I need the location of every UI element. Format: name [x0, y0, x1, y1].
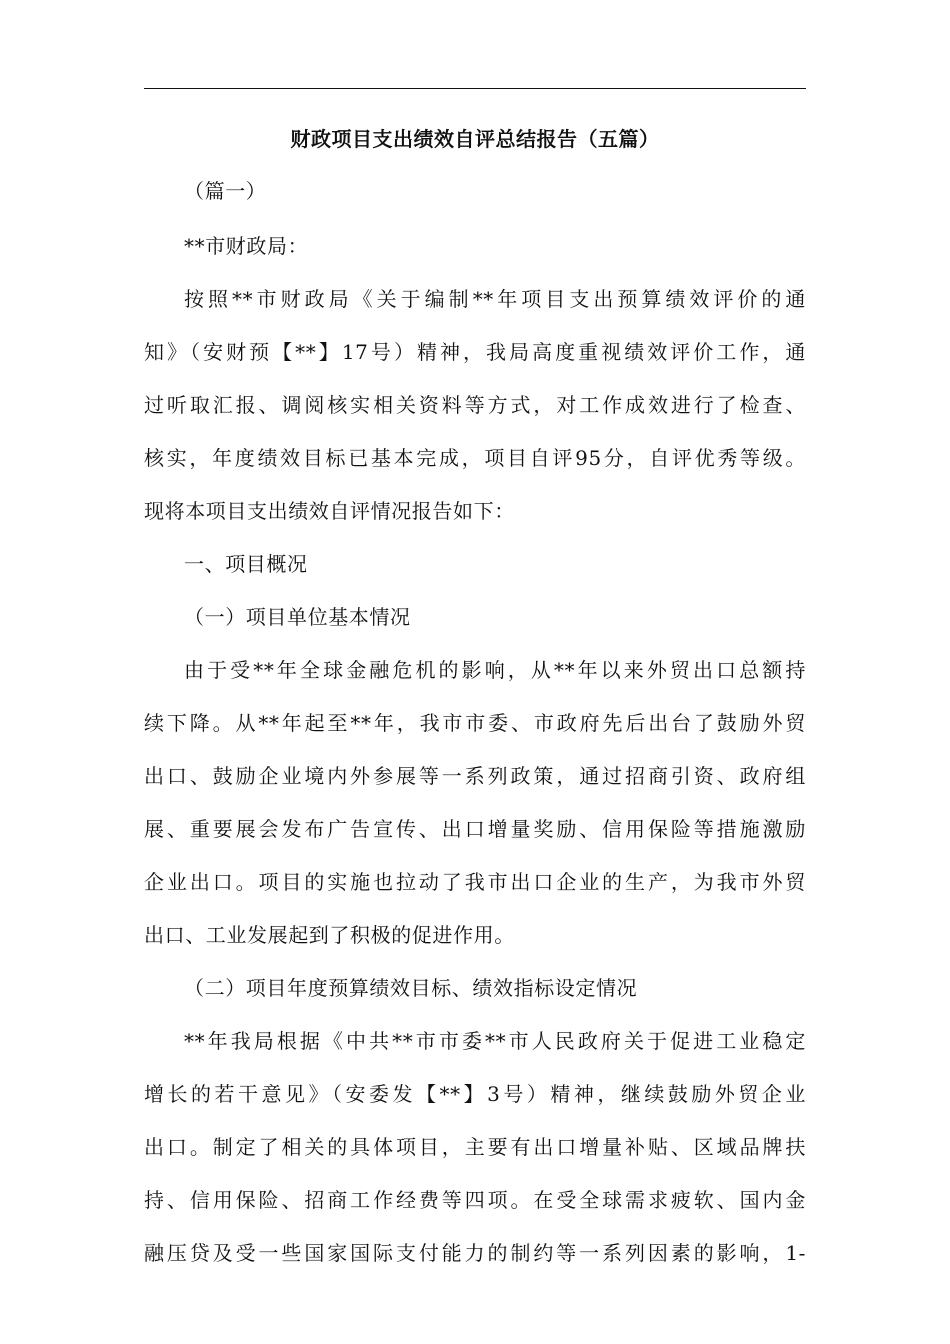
- paragraph-line: 现将本项目支出绩效自评情况报告如下：: [144, 499, 515, 523]
- paragraph-line: 出口、鼓励企业境内外参展等一系列政策，通过招商引资、政府组: [144, 764, 806, 788]
- section-heading: 一、项目概况: [184, 552, 308, 576]
- paragraph-line: 续下降。从**年起至**年，我市市委、市政府先后出台了鼓励外贸: [144, 711, 806, 735]
- header-rule: [144, 88, 806, 89]
- paragraph-line: 核实，年度绩效目标已基本完成，项目自评95分，自评优秀等级。: [144, 446, 806, 470]
- subsection-heading: （一）项目单位基本情况: [184, 605, 411, 629]
- paragraph-line: 出口、工业发展起到了积极的促进作用。: [144, 923, 515, 947]
- paragraph-line: 企业出口。项目的实施也拉动了我市出口企业的生产，为我市外贸: [144, 870, 806, 894]
- paragraph-line: 按照**市财政局《关于编制**年项目支出预算绩效评价的通: [184, 287, 806, 311]
- paragraph-line: 出口。制定了相关的具体项目，主要有出口增量补贴、区域品牌扶: [144, 1135, 806, 1159]
- salutation: **市财政局：: [184, 234, 309, 258]
- paragraph-line: 展、重要展会发布广告宣传、出口增量奖励、信用保险等措施激励: [144, 817, 806, 841]
- paragraph-line: 知》（安财预【**】17号）精神，我局高度重视绩效评价工作，通: [144, 340, 806, 364]
- section-label-part-one: （篇一）: [184, 179, 267, 203]
- document-title: 财政项目支出绩效自评总结报告（五篇）: [290, 127, 660, 151]
- paragraph-line: 持、信用保险、招商工作经费等四项。在受全球需求疲软、国内金: [144, 1188, 806, 1212]
- paragraph-line: 增长的若干意见》（安委发【**】3号）精神，继续鼓励外贸企业: [144, 1082, 806, 1106]
- paragraph-line: 融压贷及受一些国家国际支付能力的制约等一系列因素的影响，1-: [144, 1241, 806, 1265]
- subsection-heading: （二）项目年度预算绩效目标、绩效指标设定情况: [184, 976, 638, 1000]
- paragraph-line: **年我局根据《中共**市市委**市人民政府关于促进工业稳定: [184, 1029, 806, 1053]
- paragraph-line: 过听取汇报、调阅核实相关资料等方式，对工作成效进行了检查、: [144, 393, 806, 417]
- paragraph-line: 由于受**年全球金融危机的影响，从**年以来外贸出口总额持: [184, 658, 806, 682]
